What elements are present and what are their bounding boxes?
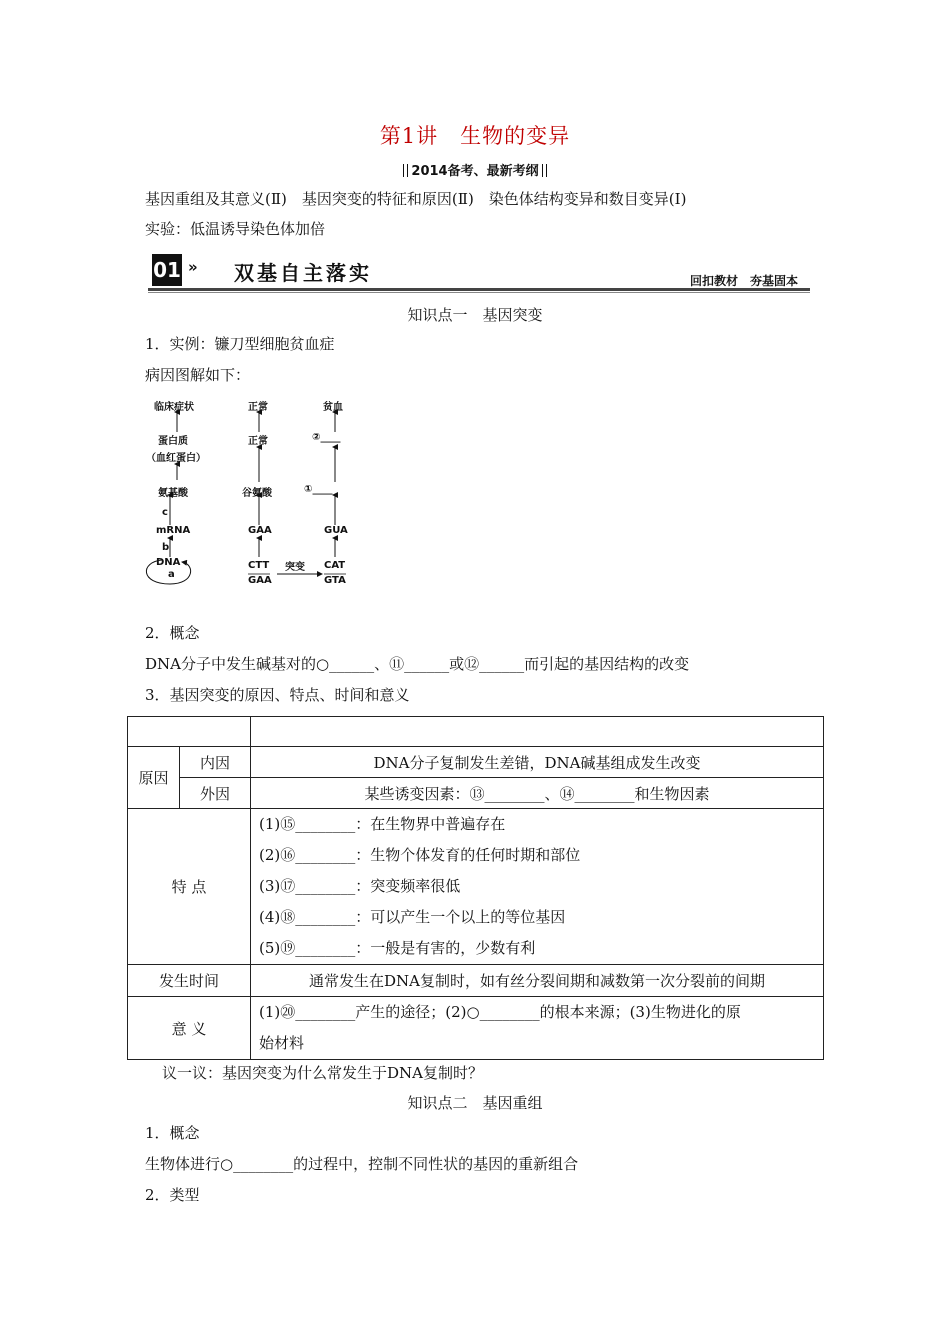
kp1-item1: 1．实例：镰刀型细胞贫血症 (145, 335, 335, 353)
section-arrow: » (188, 258, 198, 276)
cell-meaning (251, 997, 824, 1060)
diag-mrna: mRNA (156, 525, 191, 536)
diag-label-b: b (162, 542, 170, 553)
diag-label-c: c (162, 507, 168, 518)
diag-clinical: 临床症状 (154, 402, 194, 413)
pathology-diagram (140, 392, 380, 592)
diag-normal-2: 正常 (248, 436, 268, 447)
cell-features (251, 809, 824, 965)
mutation-table (127, 716, 824, 1060)
meaning-line-2: 始材料 (259, 1034, 305, 1052)
meaning-line-1: (1)⑳________产生的途径；(2)○________的根本来源；(3)生物进化的原 (259, 1003, 741, 1021)
table-row-features (128, 809, 824, 965)
kp2-item1: 1．概念 (145, 1124, 200, 1142)
diag-dna: DNA (156, 557, 181, 568)
table-row-external (128, 778, 824, 809)
diag-anemia: 贫血 (323, 402, 343, 413)
section-rule (148, 288, 810, 291)
table-row-internal (128, 747, 824, 778)
kp2-item1-text: 生物体进行○________的过程中，控制不同性状的基因的重新组合 (145, 1155, 579, 1173)
diag-blank-1: ①____ (304, 484, 333, 495)
diag-hemoglobin: （血红蛋白） (146, 453, 206, 464)
table-header-row (128, 717, 824, 747)
diag-amino-acid: 氨基酸 (158, 488, 188, 499)
cell-external: 外因 (180, 778, 251, 809)
diag-glutamate: 谷氨酸 (242, 488, 272, 499)
feature-3: (3)⑰________：突变频率很低 (259, 877, 461, 895)
kp1-item2-text: DNA分子中发生碱基对的○______、⑪______或⑫______而引起的基因结构的改变 (145, 655, 690, 673)
diag-gta: GTA (324, 575, 346, 586)
cell-external-text: 某些诱变因素：⑬________、⑭________和生物因素 (251, 778, 824, 809)
diag-cat: CAT (324, 560, 346, 571)
diag-normal-1: 正常 (248, 402, 268, 413)
section-rule-thin (148, 292, 810, 293)
diag-protein: 蛋白质 (158, 436, 188, 447)
cell-time-label: 发生时间 (128, 965, 251, 997)
diag-gaa: GAA (248, 525, 272, 536)
feature-4: (4)⑱________：可以产生一个以上的等位基因 (259, 908, 566, 926)
syllabus-line-2: 实验：低温诱导染色体加倍 (145, 220, 326, 238)
cell-meaning-label: 意 义 (128, 997, 251, 1060)
feature-5: (5)⑲________：一般是有害的，少数有利 (259, 939, 536, 957)
cell-reason: 原因 (128, 747, 180, 809)
discuss-question: 议一议：基因突变为什么常发生于DNA复制时？ (162, 1064, 483, 1082)
syllabus-line-1: 基因重组及其意义(Ⅱ) 基因突变的特征和原因(Ⅱ) 染色体结构变异和数目变异(Ⅰ) (145, 190, 687, 208)
kp2-heading: 知识点二 基因重组 (407, 1094, 543, 1112)
cell-features-label: 特 点 (128, 809, 251, 965)
page-title: 第1讲 生物的变异 (379, 124, 571, 148)
section-right-label: 回扣教材 夯基固本 (689, 274, 798, 288)
exam-bar (0, 160, 950, 179)
feature-2: (2)⑯________：生物个体发育的任何时期和部位 (259, 846, 581, 864)
cell-internal-text: DNA分子复制发生差错，DNA碱基组成发生改变 (251, 747, 824, 778)
section-header (148, 252, 810, 294)
cell-time-text: 通常发生在DNA复制时，如有丝分裂间期和减数第一次分裂前的间期 (251, 965, 824, 997)
kp1-heading: 知识点一 基因突变 (407, 306, 543, 324)
diag-label-a: a (168, 569, 175, 580)
kp1-item2: 2．概念 (145, 624, 200, 642)
kp1-item3: 3．基因突变的原因、特点、时间和意义 (145, 686, 410, 704)
diag-mutation-label: 突变 (285, 562, 305, 573)
table-row-meaning (128, 997, 824, 1060)
diag-gaa-strand: GAA (248, 575, 272, 586)
exam-bar-text: 2014备考、最新考纲 (411, 164, 539, 179)
table-row-time (128, 965, 824, 997)
bar-right-mark (542, 164, 547, 177)
feature-1: (1)⑮________：在生物界中普遍存在 (259, 815, 506, 833)
diag-gua: GUA (324, 525, 348, 536)
section-number: 01 (152, 254, 182, 286)
bar-left-mark (403, 164, 408, 177)
diag-ctt: CTT (248, 560, 270, 571)
section-name: 双基自主落实 (234, 261, 372, 285)
diag-blank-2: ②____ (312, 432, 341, 443)
kp2-item2: 2．类型 (145, 1186, 200, 1204)
kp1-item1-sub: 病因图解如下： (145, 366, 251, 384)
cell-internal: 内因 (180, 747, 251, 778)
